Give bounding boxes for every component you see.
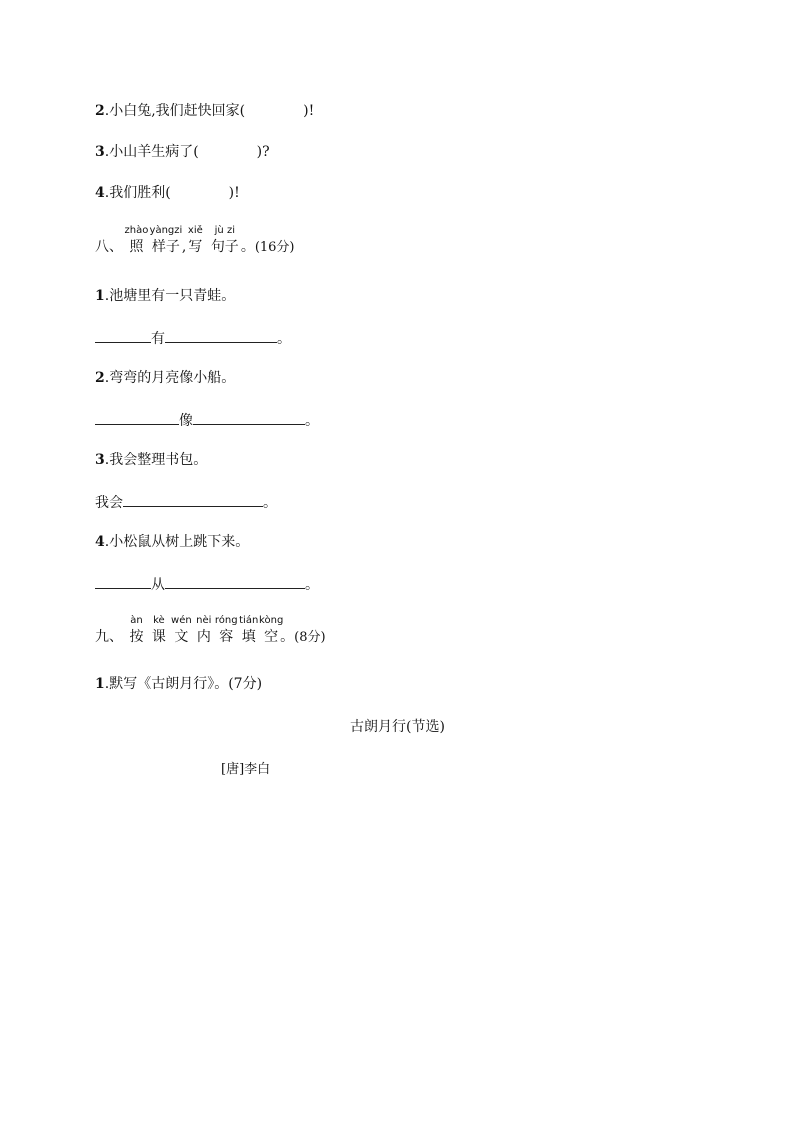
ruby-word bbox=[214, 615, 238, 646]
item-text: .小白兔,我们赶快回家( bbox=[104, 103, 246, 119]
ruby-word bbox=[149, 225, 183, 256]
keyword: 像 bbox=[179, 413, 193, 429]
score: (16分) bbox=[254, 240, 295, 255]
model-sentence: .池塘里有一只青蛙。 bbox=[104, 288, 236, 304]
hanzi: 填 bbox=[241, 629, 256, 645]
s8-item-4-sentence bbox=[95, 533, 249, 551]
section-prefix: 九、 bbox=[95, 629, 123, 645]
period: 。 bbox=[263, 495, 277, 511]
s7-item-4 bbox=[95, 184, 240, 202]
period: 。 bbox=[305, 577, 319, 593]
period: 。 bbox=[277, 331, 291, 347]
comma: , bbox=[181, 239, 187, 255]
hanzi: 句子 bbox=[210, 239, 239, 255]
hanzi: 样子 bbox=[151, 239, 180, 255]
item-text-end: )! bbox=[228, 185, 240, 201]
pinyin: jù zi bbox=[214, 225, 235, 236]
item-number: 4 bbox=[95, 185, 105, 201]
item-text: .小山羊生病了( bbox=[104, 144, 199, 160]
answer-blank[interactable] bbox=[95, 574, 151, 589]
s7-item-2 bbox=[95, 102, 314, 120]
pinyin: xiě bbox=[187, 225, 203, 236]
s8-item-3-answer bbox=[95, 492, 277, 512]
model-sentence: .我会整理书包。 bbox=[104, 452, 208, 468]
pinyin: róng bbox=[214, 615, 238, 626]
ruby-word bbox=[210, 225, 239, 256]
ruby-word bbox=[259, 615, 284, 646]
section8-heading bbox=[95, 225, 295, 256]
pinyin: zhào bbox=[124, 225, 149, 236]
s8-item-3-sentence bbox=[95, 451, 207, 469]
pinyin: wén bbox=[171, 615, 192, 626]
pinyin: kòng bbox=[259, 615, 284, 626]
answer-blank[interactable] bbox=[95, 410, 179, 425]
pinyin: nèi bbox=[196, 615, 212, 626]
item-number: 2 bbox=[95, 103, 105, 119]
item-number: 1 bbox=[95, 676, 105, 692]
item-text-end: )? bbox=[256, 144, 270, 160]
s8-item-1-sentence bbox=[95, 287, 235, 305]
ruby-word bbox=[196, 615, 212, 646]
hanzi: 空 bbox=[264, 629, 279, 645]
model-sentence: .小松鼠从树上跳下来。 bbox=[104, 534, 250, 550]
ruby-word bbox=[171, 615, 192, 646]
answer-blank[interactable] bbox=[165, 574, 305, 589]
s7-item-3 bbox=[95, 143, 270, 161]
question-text: .默写《古朗月行》。(7分) bbox=[104, 676, 263, 692]
hanzi: 文 bbox=[174, 629, 189, 645]
s8-item-2-answer bbox=[95, 410, 319, 430]
ruby-word bbox=[129, 615, 144, 646]
answer-blank[interactable] bbox=[95, 328, 151, 343]
answer-blank[interactable] bbox=[165, 328, 277, 343]
pinyin: kè bbox=[153, 615, 165, 626]
item-number: 1 bbox=[95, 288, 105, 304]
answer-blank[interactable] bbox=[193, 410, 305, 425]
hanzi: 照 bbox=[129, 239, 144, 255]
item-text-end: )! bbox=[303, 103, 315, 119]
s8-item-4-answer bbox=[95, 574, 319, 594]
item-number: 3 bbox=[95, 452, 105, 468]
ruby-word bbox=[239, 615, 259, 646]
poem-title: 古朗月行(节选) bbox=[350, 719, 445, 735]
hanzi: 按 bbox=[129, 629, 144, 645]
item-number: 4 bbox=[95, 534, 105, 550]
section-prefix: 八、 bbox=[95, 239, 123, 255]
hanzi: 容 bbox=[219, 629, 234, 645]
keyword: 从 bbox=[151, 577, 165, 593]
pinyin: àn bbox=[130, 615, 143, 626]
hanzi: 课 bbox=[151, 629, 166, 645]
keyword: 有 bbox=[151, 331, 165, 347]
hanzi: 写 bbox=[188, 239, 203, 255]
hanzi: 内 bbox=[196, 629, 211, 645]
s8-item-1-answer bbox=[95, 328, 291, 348]
pinyin: yàngzi bbox=[149, 225, 183, 236]
poem-author: [唐]李白 bbox=[221, 762, 271, 777]
model-sentence: .弯弯的月亮像小船。 bbox=[104, 370, 236, 386]
ruby-word bbox=[124, 225, 149, 256]
period: 。 bbox=[240, 239, 255, 255]
period: 。 bbox=[305, 413, 319, 429]
item-number: 2 bbox=[95, 370, 105, 386]
period: 。 bbox=[280, 629, 295, 645]
sentence-start: 我会 bbox=[95, 495, 123, 511]
pinyin: tián bbox=[239, 615, 259, 626]
s8-item-2-sentence bbox=[95, 369, 235, 387]
s9-question-1 bbox=[95, 675, 262, 693]
answer-blank[interactable] bbox=[123, 492, 263, 507]
section9-heading bbox=[95, 615, 326, 646]
item-text: .我们胜利( bbox=[104, 185, 171, 201]
ruby-word bbox=[151, 615, 166, 646]
score: (8分) bbox=[294, 630, 326, 645]
item-number: 3 bbox=[95, 144, 105, 160]
ruby-word bbox=[187, 225, 203, 256]
